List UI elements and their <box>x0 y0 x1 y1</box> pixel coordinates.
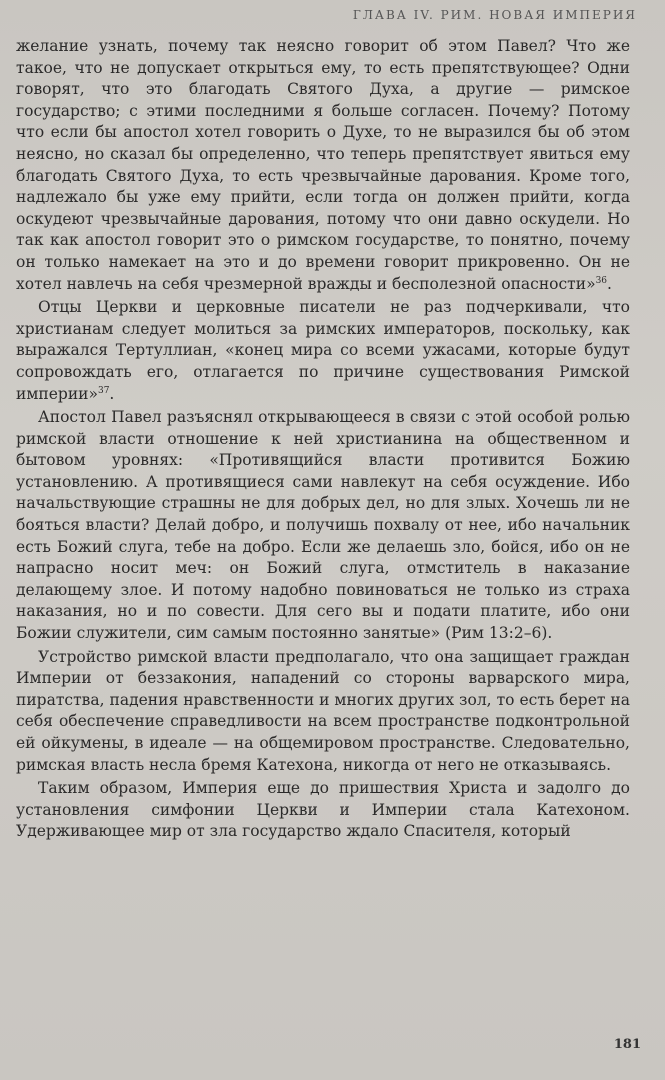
paragraph-text: Апостол Павел разъяснял открывающееся в связи с этой особой ролью римской власти отношение к ней христианина на общественном и бытовом уровнях: «Противящийся власти противится Божию установлению. А противящиеся сами навлекут на себя осуждение. Ибо начальствующие страшны не для добрых дел, но для злых. Хочешь ли не бояться власти? Делай добро, и получишь похвалу от нее, ибо начальник есть Божий слуга, тебе на добро. Если же делаешь зло, бойся, ибо он не напрасно носит меч: он Божий слуга, отмститель в наказание делающему злое. И потому надобно повиноваться не только из страха наказания, но и по совести. Для сего вы и подати платите, ибо они Божии служители, сим самым постоянно занятые» (Рим 13:2–6). <box>16 408 630 643</box>
paragraph-text: Устройство римской власти предполагало, что она защищает граждан Империи от беззакония, нападений со стороны варварского мира, пиратства, падения нравственности и многих других зол, то есть берет на себя обеспечение справедливости на всем пространстве подконтрольной ей ойкумены, в идеале — на общемировом пространстве. Следовательно, римская власть несла бремя Катехона, никогда от него не отказываясь. <box>16 647 630 774</box>
page-number: 181 <box>613 1037 641 1052</box>
running-head: ГЛАВА IV. РИМ. НОВАЯ ИМПЕРИЯ <box>352 8 637 22</box>
footnote-marker[interactable]: 36 <box>595 275 608 286</box>
paragraph-text: Отцы Церкви и церковные писатели не раз подчеркивали, что христианам следует молиться за римских императоров, поскольку, как выражался Тертуллиан, «конец мира со всеми ужасами, которые будут сопровождать его, отлагается по причине существования Римской империи» <box>16 298 630 403</box>
paragraph-text: Таким образом, Империя еще до пришествия Христа и задолго до установления симфонии Церкви и Империи стала Катехоном. Удерживающее мир от зла государство ждало Спасителя, который <box>16 779 630 841</box>
footnote-marker[interactable]: 37 <box>97 385 110 396</box>
paragraph <box>16 407 630 645</box>
paragraph: Отцы Церкви и церковные писатели не раз подчеркивали, что христианам следует молиться за римских императоров, поскольку, как выражался Тертуллиан, «конец мира со всеми ужасами, которые будут сопровождать его, отлагается по причине существования Римской империи»$^{37}$. <box>16 298 630 403</box>
body-text <box>16 36 630 843</box>
paragraph <box>16 778 630 843</box>
paragraph-continuation: желание узнать, почему так неясно говорит об этом Павел? Что же такое, что не допускает открыться ему, то есть препятствующее? Одни говорят, что это благодать Святого Духа, а другие — римское государство; с этими последними я больше согласен. Почему? Потому что если бы апостол хотел говорить о Духе, то не выразился бы об этом неясно, но сказал бы определенно, что теперь препятствует явиться ему благодать Святого Духа, то есть чрезвычайные дарования. Кроме того, надлежало бы уже ему прийти, если тогда он должен прийти, когда оскудеют чрезвычайные дарования, потому что они давно оскудели. Но так как апостол говорит это о римском государстве, то понятно, почему он только намекает на это и до времени говорит прикровенно. Он не хотел навлечь на себя чрезмерной вражды и бесполезной опасности»$^{36}$. <box>16 37 630 293</box>
paragraph <box>16 647 630 777</box>
paragraph-text: желание узнать, почему так неясно говорит об этом Павел? Что же такое, что не допускает открыться ему, то есть препятствующее? Одни говорят, что это благодать Святого Духа, а другие — римское государство; с этими последними я больше согласен. Почему? Потому что если бы апостол хотел говорить о Духе, то не выразился бы об этом неясно, но сказал бы определенно, что теперь препятствует явиться ему благодать Святого Духа, то есть чрезвычайные дарования. Кроме того, надлежало бы уже ему прийти, если тогда он должен прийти, когда оскудеют чрезвычайные дарования, потому что они давно оскудели. Но так как апостол говорит это о римском государстве, то понятно, почему он только намекает на это и до времени говорит прикровенно. Он не хотел навлечь на себя чрезмерной вражды и бесполезной опасности» <box>16 37 630 293</box>
